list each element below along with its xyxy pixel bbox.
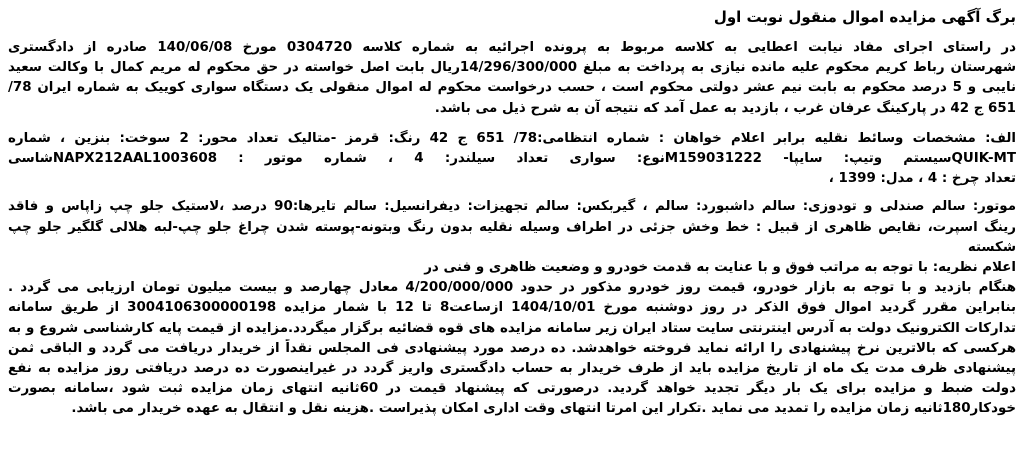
condition-line: هرکسی که بالاترین نرخ پیشنهادی را ارائه نماید فروخته خواهدشد. ده درصد مورد پیشنهادی فی المجلس نقداً از خریدار دریافت می گردد و الباقی ثمن: [8, 340, 1016, 356]
condition-line: تدارکات الکترونیک دولت به آدرس اینترنتی سایت ستاد ایران زیر سامانه مزایده های قوه قضائیه برگزار میگردد.مزایده از قیمت پایه کارشناسی شروع و به: [8, 320, 1016, 336]
notice-title: برگ آگهی مزایده اموال منقول نوبت اول: [713, 8, 1016, 26]
condition-line: شکسته: [967, 239, 1016, 255]
condition-line: خودکار180ثانیه زمان مزایده را تمدید می نماید .تکرار این امرتا انتهای وقت اداری امکان پذیراست .هزینه نقل و انتقال به عهده خریدار می باشد.: [71, 401, 1016, 417]
condition-line: موتور: سالم صندلی و تودوزی: سالم داشبورد: سالم ، گیربکس: سالم تجهیزات: دیفرانسیل: سالم تایرها:90 درصد ،لاستیک جلو چپ زاپاس و فاقد: [8, 199, 1016, 215]
spec-line: الف: مشخصات وسائط نقلیه برابر اعلام خواهان : شماره انتظامی:78/ 651 ج 42 رنگ: قرمز -متالیک تعداد محور: 2 سوخت: بنزین ، شماره: [8, 130, 1016, 146]
vehicle-specs: [8, 129, 1016, 190]
condition-line: رینگ اسپرت، نقایص ظاهری از قبیل : خط وخش جزئی در اطراف وسیله نقلیه بدون رنگ وبتونه-پوسته شدن چراغ جلو چپ-لبه هلالی گلگیر جلو چپ: [8, 219, 1016, 235]
condition-line: اعلام نظریه: با توجه به مراتب فوق و با عنایت به قدمت خودرو و وضعیت ظاهری و فنی در: [424, 259, 1016, 275]
condition-line: هنگام بازدید و با توجه به بازار خودرو، قیمت روز خودرو مذکور در حدود 4/200/000/000 معادل چهارصد و بیست میلیون تومان ارزیابی می گردد .: [8, 280, 1016, 296]
intro-line: در راستای اجرای مفاد نیابت اعطایی به کلاسه مربوط به پرونده اجرائیه به شماره کلاسه 0304720 مورخ 140/06/08 صادره از دادگستری: [8, 40, 1016, 55]
spec-line: QUIK-MTسیستم وتیپ: سایپا- M159031222نوع: سواری تعداد سیلندر: 4 ، شماره موتور : NAPX212AAL1003608شاسی: [8, 150, 1016, 166]
spec-line: تعداد چرخ : 4 ، مدل: 1399 ،: [828, 171, 1016, 187]
intro-paragraph: [8, 38, 1016, 119]
intro-line: شهرستان رباط کریم محکوم علیه مانده نیازی به پرداخت به مبلغ 14/296/300/000ریال بابت اصل خواسته در حق محکوم له مریم کمال با وکالت سعید: [8, 60, 1016, 76]
condition-line: پیشنهادی ظرف مدت یک ماه از تاریخ مزایده باید از طرف خریدار به حساب دادگستری واریز گردد در غیراینصورت ده درصد دریافتی روز مزایده به نفع: [8, 360, 1016, 376]
condition-line: بنابراین مقرر گردید اموال فوق الذکر در روز دوشنبه مورخ 1404/10/01 ازساعت8 تا 12 با شمار مزایده 3004106300000198 از طریق سامانه: [8, 300, 1016, 316]
vehicle-condition: [8, 197, 1016, 419]
condition-line: دولت ضبط و مزایده برای یک بار دیگر تجدید خواهد گردید. درصورتی که پیشنهاد قیمت در 60ثانیه انتهای زمان مزایده ثبت شود ،سامانه بصورت: [8, 381, 1016, 397]
intro-line: نایبی و 5 درصد محکوم به بابت نیم عشر دولتی محکوم است ، حسب درخواست محکوم له اموال منقولی یک دستگاه سواری کوییک به شماره ایران 78/: [8, 80, 1016, 96]
intro-line: 651 ج 42 در پارکینگ عرفان غرب ، بازدید به عمل آمد که نتیجه آن به شرح ذیل می باشد.: [434, 100, 1016, 116]
